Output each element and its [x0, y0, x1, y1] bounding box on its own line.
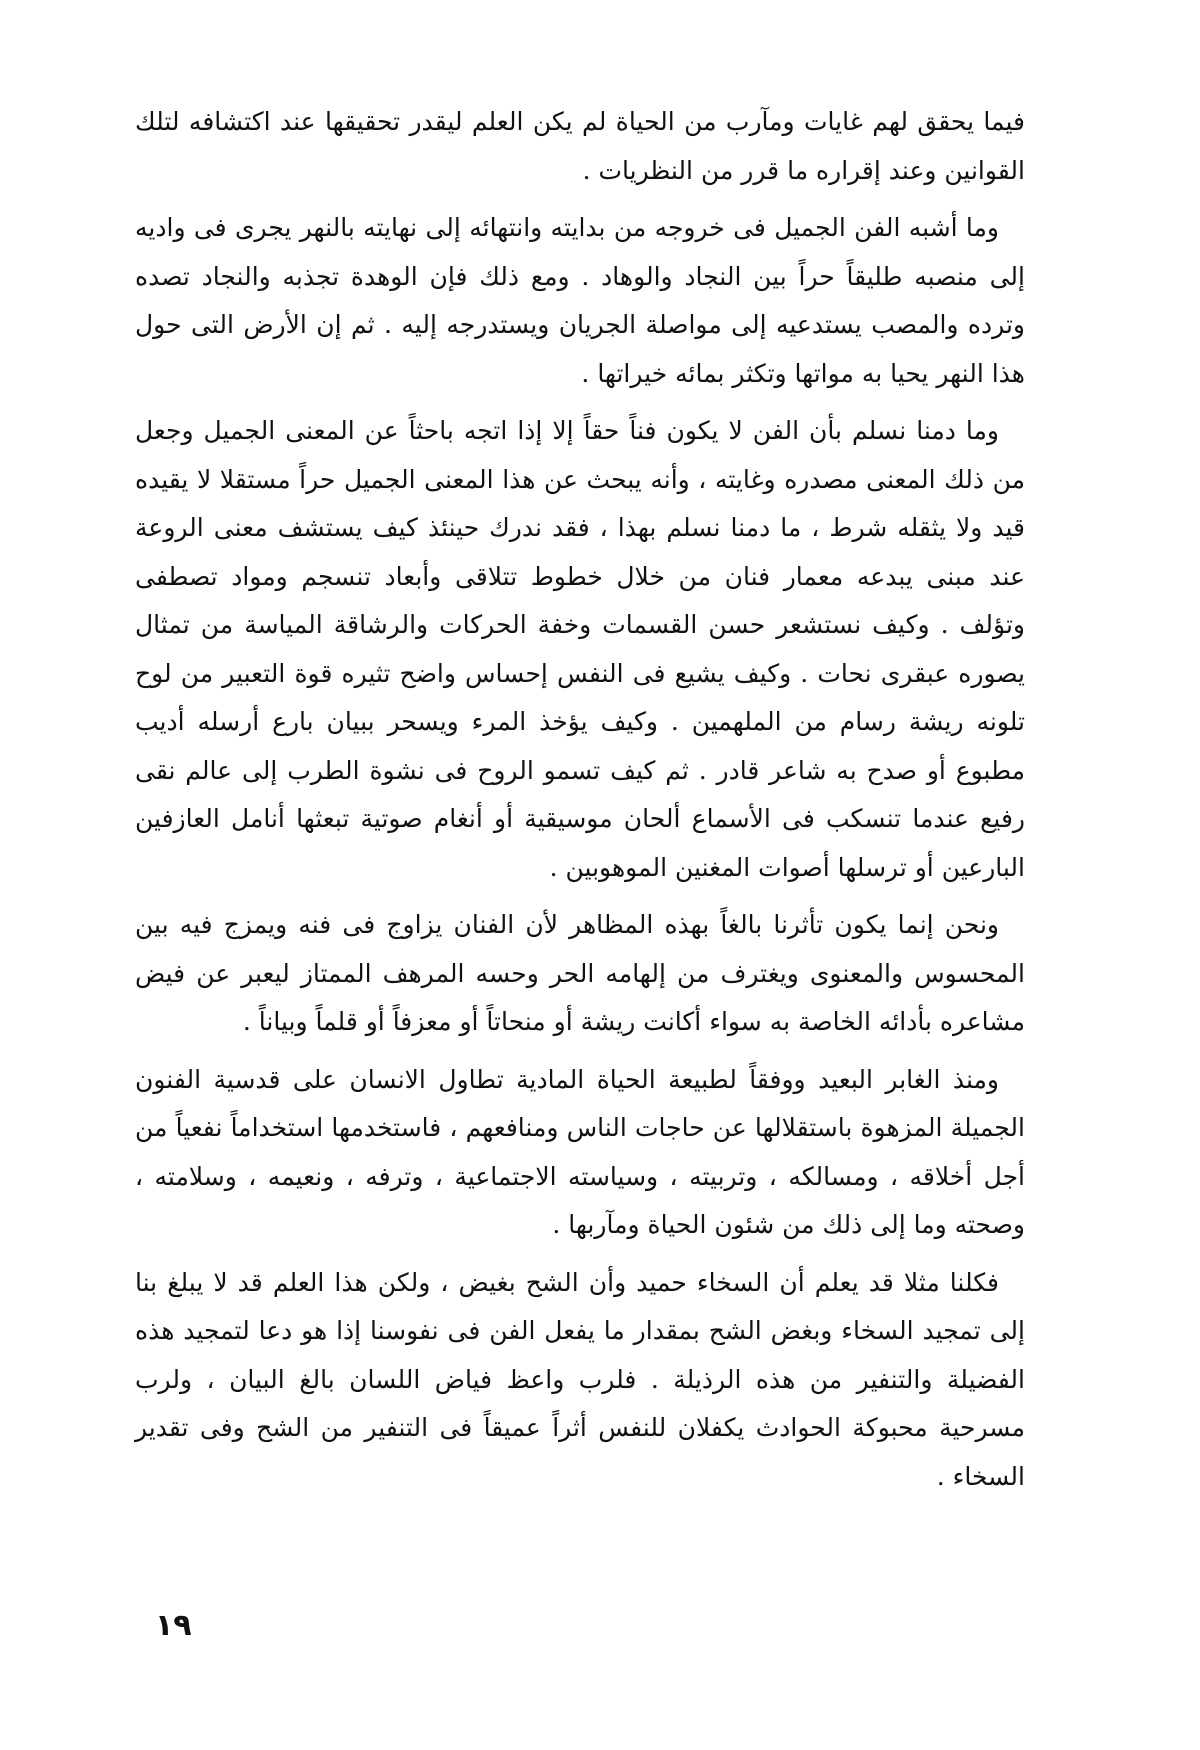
paragraph-1: فيما يحقق لهم غايات ومآرب من الحياة لم يكن العلم ليقدر تحقيقها عند اكتشافه لتلك القوانين وعند إقراره ما قرر من النظريات .: [135, 107, 1025, 185]
paragraph-5: ومنذ الغابر البعيد ووفقاً لطبيعة الحياة المادية تطاول الانسان على قدسية الفنون الجميلة المزهوة باستقلالها عن حاجات الناس ومنافعهم ، فاستخدمها استخداماً نفعياً من أجل أخلاقه ، ومسالكه ، وتربيته ، وسياسته الاجتماعية ، وترفه ، ونعيمه ، وسلامته ، وصحته وما إلى ذلك من شئون الحياة ومآربها .: [135, 1064, 1025, 1239]
paragraph-3: وما دمنا نسلم بأن الفن لا يكون فناً حقاً إلا إذا اتجه باحثاً عن المعنى الجميل وجعل من ذلك المعنى مصدره وغايته ، وأنه يبحث عن هذا المعنى الجميل حراً مستقلا لا يقيده قيد ولا يثقله شرط ، ما دمنا نسلم بهذا ، فقد ندرك حينئذ كيف يستشف معنى الروعة عند مبنى يبدعه معمار فنان من خلال خطوط تتلاقى وأبعاد تنسجم ومواد تصطفى وتؤلف . وكيف نستشعر حسن القسمات وخفة الحركات والرشاقة المياسة من تمثال يصوره عبقرى نحات . وكيف يشيع فى النفس إحساس واضح تثيره قوة التعبير من لوح تلونه ريشة رسام من الملهمين . وكيف يؤخذ المرء ويسحر ببيان بارع أرسله أديب مطبوع أو صدح به شاعر قادر . ثم كيف تسمو الروح فى نشوة الطرب إلى عالم نقى رفيع عندما تنسكب فى الأسماع ألحان موسيقية أو أنغام صوتية تبعثها أنامل العازفين البارعين أو ترسلها أصوات المغنين الموهوبين .: [135, 416, 1025, 882]
paragraph-2: وما أشبه الفن الجميل فى خروجه من بدايته وانتهائه إلى نهايته بالنهر يجرى فى واديه إلى منصبه طليقاً حراً بين النجاد والوهاد . ومع ذلك فإن الوهدة تجذبه والنجاد تصده وترده والمصب يستدعيه إلى مواصلة الجريان ويستدرجه إليه . ثم إن الأرض التى حول هذا النهر يحيا به مواتها وتكثر بمائه خيراتها .: [135, 213, 1025, 388]
body-text: [135, 98, 1025, 1510]
paragraph-6: فكلنا مثلا قد يعلم أن السخاء حميد وأن الشح بغيض ، ولكن هذا العلم قد لا يبلغ بنا إلى تمجيد السخاء وبغض الشح بمقدار ما يفعل الفن فى نفوسنا إذا هو دعا لتمجيد هذه الفضيلة والتنفير من هذه الرذيلة . فلرب واعظ فياض اللسان بالغ البيان ، ولرب مسرحية محبوكة الحوادث يكفلان للنفس أثراً عميقاً فى التنفير من الشح وفى تقدير السخاء .: [135, 1267, 1025, 1491]
paragraph-4: ونحن إنما يكون تأثرنا بالغاً بهذه المظاهر لأن الفنان يزاوج فى فنه ويمزج فيه بين المحسوس والمعنوى ويغترف من إلهامه الحر وحسه المرهف الممتاز ليعبر عن فيض مشاعره بأدائه الخاصة به سواء أكانت ريشة أو منحاتاً أو معزفاً أو قلماً وبياناً .: [135, 910, 1025, 1036]
page-number: ١٩: [155, 1608, 192, 1643]
